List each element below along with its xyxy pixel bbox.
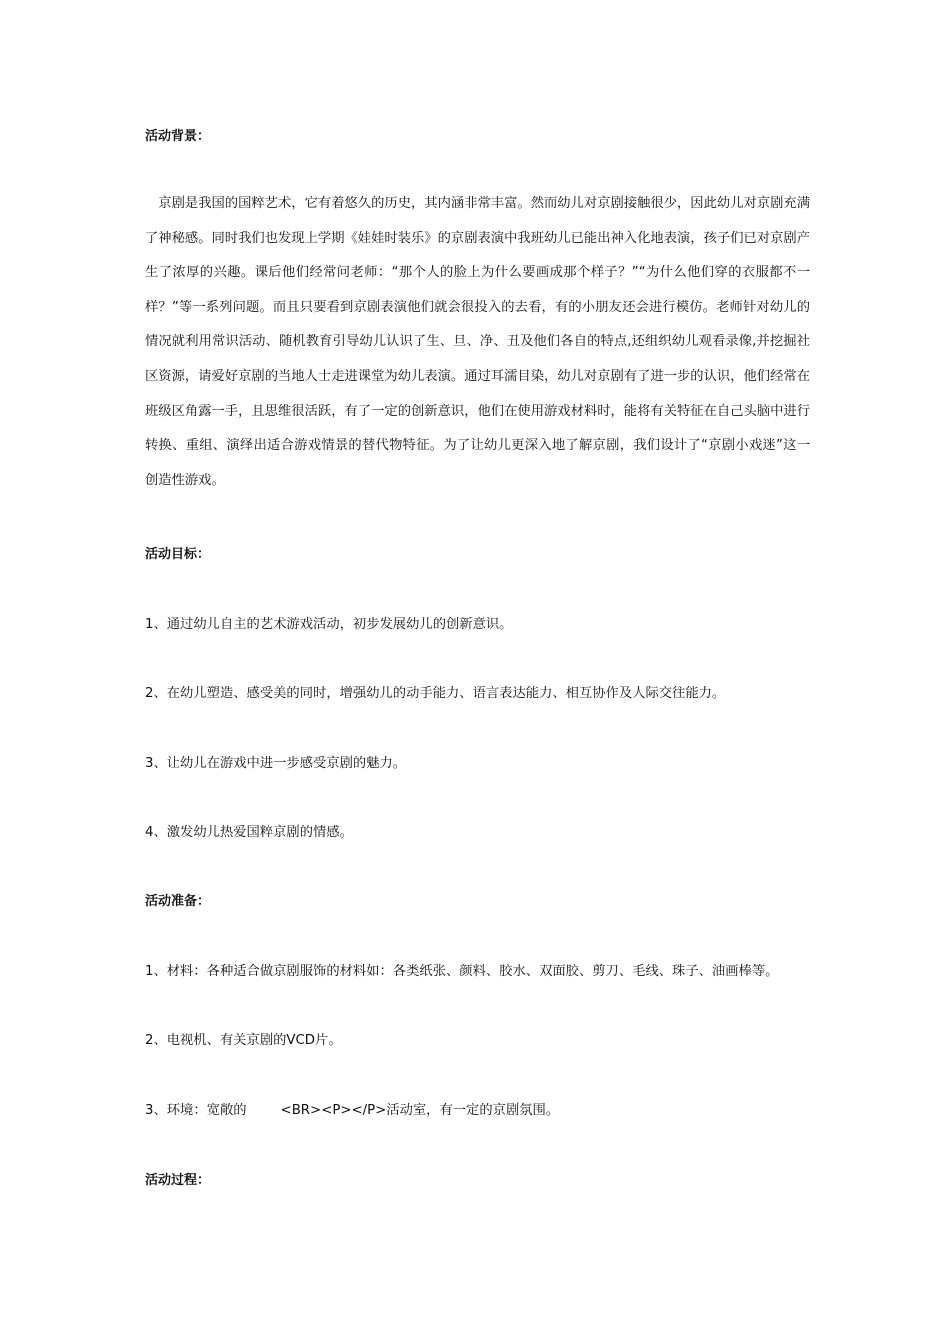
goal-item-1: 1、通过幼儿自主的艺术游戏活动，初步发展幼儿的创新意识。 (145, 617, 513, 632)
heading-preparation: 活动准备： (145, 894, 211, 909)
preparation-item-2: 2、电视机、有关京剧的VCD片。 (145, 1033, 342, 1048)
preparation-item-3 (145, 1102, 559, 1120)
preparation-item-1: 1、材料：各种适合做京剧服饰的材料如：各类纸张、颜料、胶水、双面胶、剪刀、毛线、珠子、油画棒等。 (145, 964, 779, 979)
goal-item-4: 4、激发幼儿热爱国粹京剧的情感。 (145, 825, 353, 840)
heading-background: 活动背景： (145, 129, 211, 144)
background-paragraph: 京剧是我国的国粹艺术，它有着悠久的历史，其内涵非常丰富。然而幼儿对京剧接触很少，因此幼儿对京剧充满了神秘感。同时我们也发现上学期《娃娃时装乐》的京剧表演中我班幼儿已能出神入化地表演，孩子们已对京剧产生了浓厚的兴趣。课后他们经常问老师：“那个人的脸上为什么要画成那个样子？”“为什么他们穿的衣服都不一样？”等一系列问题。而且只要看到京剧表演他们就会很投入的去看，有的小朋友还会进行模仿。老师针对幼儿的情况就利用常识活动、随机教育引导幼儿认识了生、旦、净、丑及他们各自的特点,还组织幼儿观看录像,并挖掘社区资源，请爱好京剧的当地人士走进课堂为幼儿表演。通过耳濡目染，幼儿对京剧有了进一步的认识，他们经常在班级区角露一手，且思维很活跃，有了一定的创新意识，他们在使用游戏材料时，能将有关特征在自己头脑中进行转换、重组、演绎出适合游戏情景的替代物特征。为了让幼儿更深入地了解京剧，我们设计了“京剧小戏迷”这一创造性游戏。 (145, 196, 810, 488)
heading-process: 活动过程： (145, 1173, 211, 1188)
goal-item-2: 2、在幼儿塑造、感受美的同时，增强幼儿的动手能力、语言表达能力、相互协作及人际交往能力。 (145, 686, 726, 701)
goal-item-3: 3、让幼儿在游戏中进一步感受京剧的魅力。 (145, 756, 407, 771)
preparation-item-3-prefix: 3、环境：宽敞的 (145, 1103, 247, 1118)
heading-goals: 活动目标： (145, 547, 211, 562)
preparation-item-3-suffix: <BR><P></P>活动室，有一定的京剧氛围。 (280, 1103, 560, 1118)
